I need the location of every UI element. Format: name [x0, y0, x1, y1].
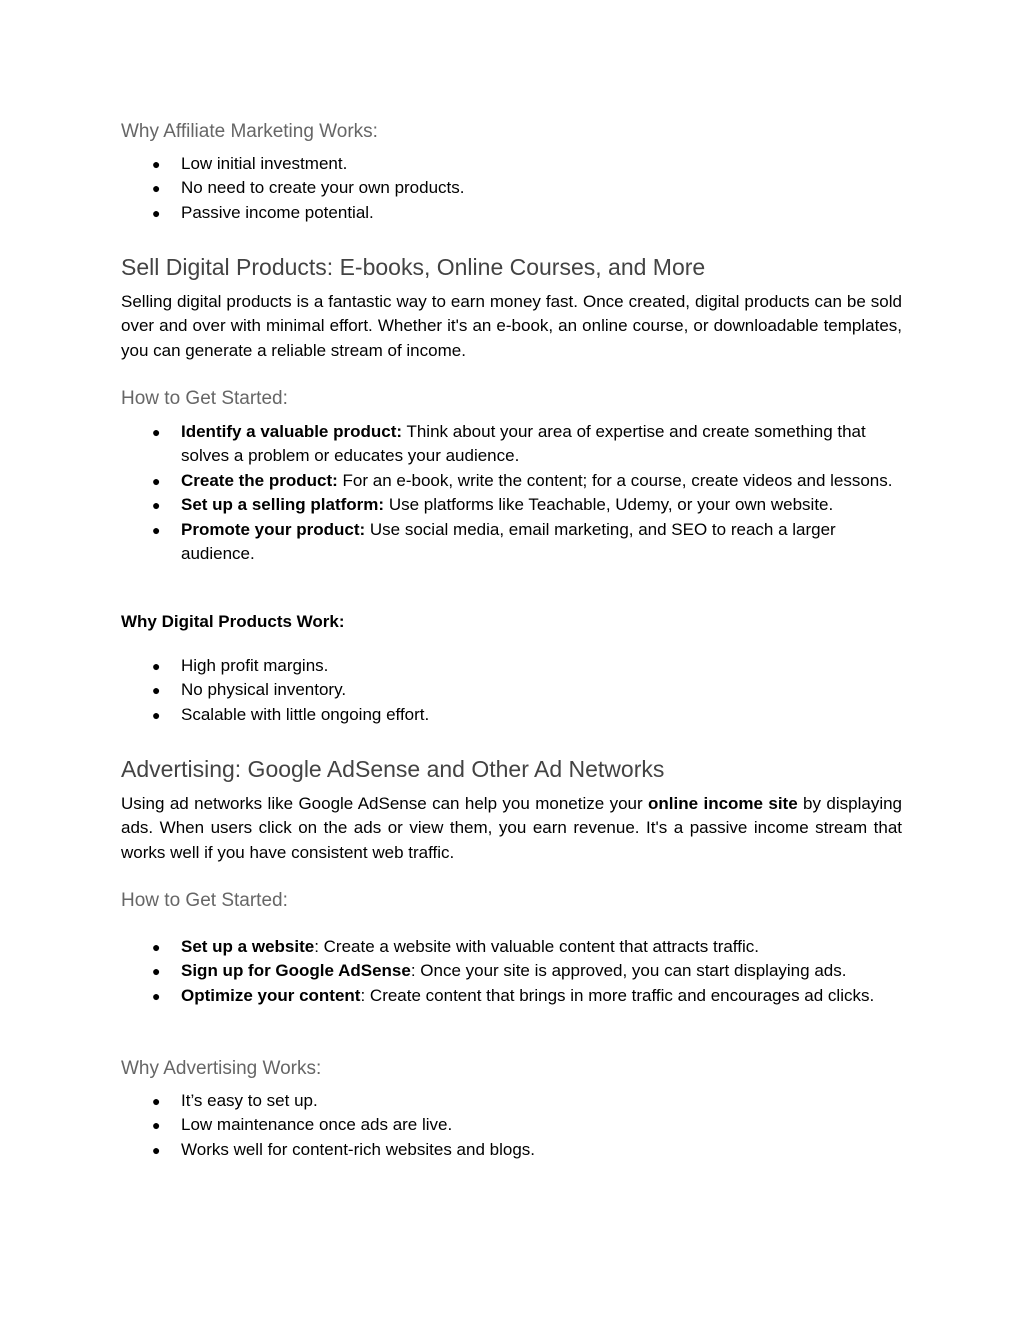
list-item: ● Low maintenance once ads are live. — [121, 1113, 902, 1137]
list-item: ● Sign up for Google AdSense: Once your site is approved, you can start displaying ads. — [121, 959, 902, 983]
bullet-icon: ● — [152, 987, 161, 1004]
bullet-icon: ● — [152, 658, 161, 674]
digital-start-heading: How to Get Started: — [121, 388, 288, 409]
list-item: ● No need to create your own products. — [121, 176, 902, 200]
bullet-icon: ● — [152, 497, 161, 514]
bullet-icon: ● — [152, 939, 161, 955]
bullet-icon: ● — [152, 521, 161, 538]
online-income-site-emphasis: online income site — [648, 794, 798, 813]
bullet-icon: ● — [152, 180, 161, 197]
list-item: ● Identify a valuable product: Think about your area of expertise and create something that solves a problem or educates your audience. — [152, 422, 866, 466]
bullet-icon: ● — [152, 706, 161, 723]
list-item: ● It’s easy to set up. — [121, 1089, 902, 1113]
bullet-icon: ● — [152, 472, 161, 489]
bullet-icon: ● — [152, 1093, 161, 1109]
bullet-icon: ● — [152, 1141, 161, 1158]
affiliate-why-list — [121, 152, 902, 225]
bullet-icon: ● — [152, 682, 161, 699]
advertising-paragraph: Using ad networks like Google AdSense can help you monetize your online income site by displaying ads. When users click on the ads or view them, you earn revenue. It's a passive income stream that works well if you have consistent web traffic. — [121, 794, 902, 862]
digital-products-paragraph: Selling digital products is a fantastic way to earn money fast. Once created, digital products can be sold over and over with minimal effort. Whether it's an e-book, an online course, or downloadable templates, you can generate a reliable stream of income. — [121, 292, 902, 360]
affiliate-why-heading: Why Affiliate Marketing Works: — [121, 121, 378, 142]
list-item: ● Set up a selling platform: Use platforms like Teachable, Udemy, or your own website. — [121, 493, 902, 517]
list-item: ● Optimize your content: Create content that brings in more traffic and encourages ad clicks. — [121, 984, 902, 1008]
list-item: ● Promote your product: Use social media, email marketing, and SEO to reach a larger audience. — [152, 519, 836, 564]
list-item: ● No physical inventory. — [121, 678, 902, 702]
advertising-start-heading: How to Get Started: — [121, 890, 288, 911]
bullet-icon: ● — [152, 424, 161, 440]
bullet-icon: ● — [152, 963, 161, 980]
list-item: ● Passive income potential. — [121, 201, 902, 225]
list-item: ● Scalable with little ongoing effort. — [121, 703, 902, 727]
advertising-why-heading: Why Advertising Works: — [121, 1058, 322, 1079]
digital-steps-list — [121, 420, 902, 566]
list-item: ● High profit margins. — [121, 654, 902, 678]
list-item: ● Low initial investment. — [121, 152, 902, 176]
digital-why-list — [121, 654, 902, 727]
bullet-icon: ● — [152, 1117, 161, 1134]
list-item: ● Set up a website: Create a website with valuable content that attracts traffic. — [121, 935, 902, 959]
digital-products-heading: Sell Digital Products: E-books, Online Courses, and More — [121, 254, 706, 280]
list-item: ● Works well for content-rich websites and blogs. — [121, 1138, 902, 1162]
bullet-icon: ● — [152, 204, 161, 221]
advertising-steps-list — [121, 935, 902, 1008]
digital-why-heading: Why Digital Products Work: — [121, 612, 345, 631]
advertising-heading: Advertising: Google AdSense and Other Ad Networks — [121, 756, 665, 782]
bullet-icon: ● — [152, 156, 161, 172]
advertising-why-list — [121, 1089, 902, 1162]
list-item: ● Create the product: For an e-book, write the content; for a course, create videos and lessons. — [121, 469, 902, 493]
